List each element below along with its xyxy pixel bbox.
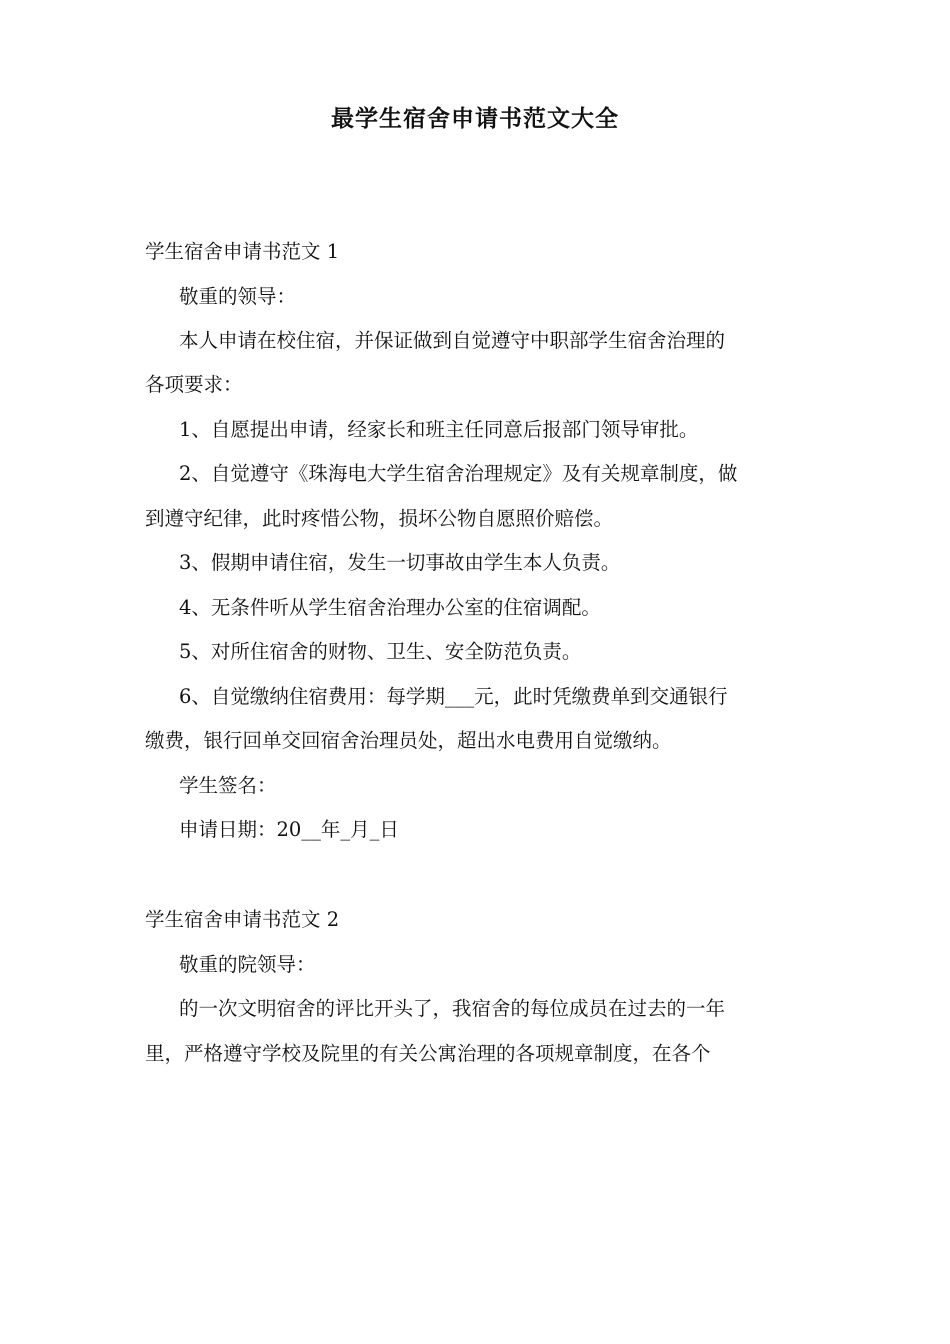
list-item: 1、自愿提出申请，经家长和班主任同意后报部门领导审批。 <box>179 418 699 441</box>
salutation: 敬重的院领导： <box>179 953 316 976</box>
date-line: 申请日期：20__年_月_日 <box>179 818 399 841</box>
section-heading: 学生宿舍申请书范文 1 <box>145 240 340 263</box>
list-item-continuation: 缴费，银行回单交回宿舍治理员处，超出水电费用自觉缴纳。 <box>145 729 672 752</box>
list-item: 4、无条件听从学生宿舍治理办公室的住宿调配。 <box>179 596 601 619</box>
paragraph-line: 本人申请在校住宿，并保证做到自觉遵守中职部学生宿舍治理的 <box>179 329 726 352</box>
list-item: 6、自觉缴纳住宿费用：每学期___元，此时凭缴费单到交通银行 <box>179 685 728 708</box>
paragraph-line: 里，严格遵守学校及院里的有关公寓治理的各项规章制度，在各个 <box>145 1042 711 1065</box>
list-item: 2、自觉遵守《珠海电大学生宿舍治理规定》及有关规章制度，做 <box>179 462 738 485</box>
signature-line: 学生签名： <box>179 774 277 797</box>
list-item: 3、假期申请住宿，发生一切事故由学生本人负责。 <box>179 551 621 574</box>
paragraph-line: 的一次文明宿舍的评比开头了，我宿舍的每位成员在过去的一年 <box>179 997 726 1020</box>
section-heading: 学生宿舍申请书范文 2 <box>145 908 340 931</box>
list-item-continuation: 到遵守纪律，此时疼惜公物，损坏公物自愿照价赔偿。 <box>145 507 614 530</box>
paragraph-line: 各项要求： <box>145 373 243 396</box>
list-item: 5、对所住宿舍的财物、卫生、安全防范负责。 <box>179 640 582 663</box>
page-title: 最学生宿舍申请书范文大全 <box>331 105 619 132</box>
salutation: 敬重的领导： <box>179 285 297 308</box>
